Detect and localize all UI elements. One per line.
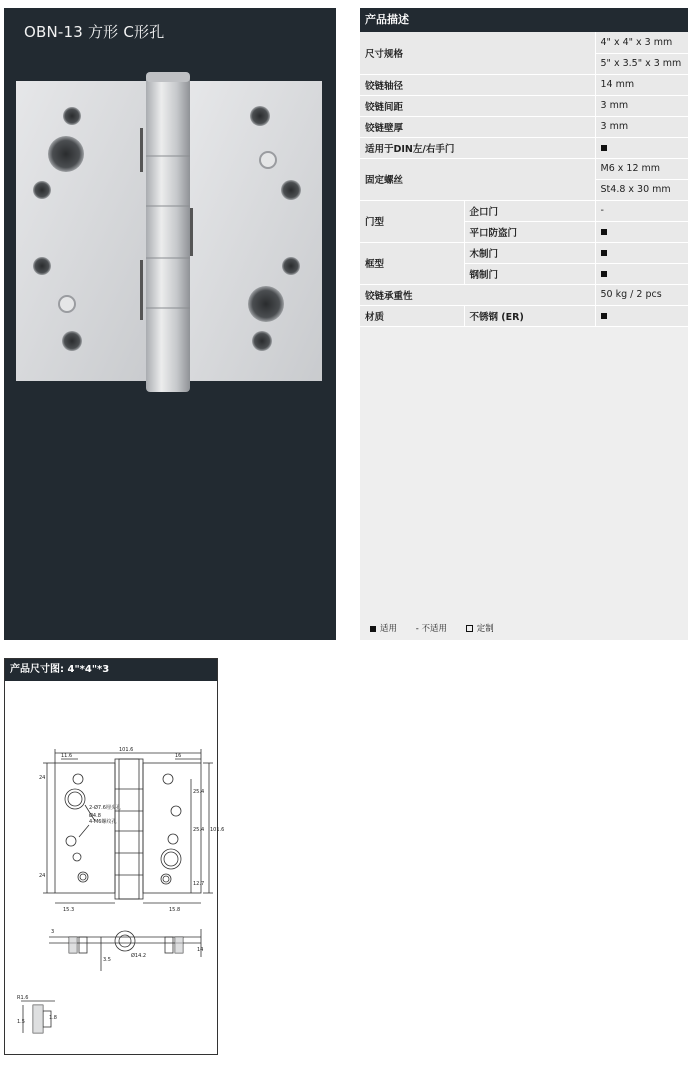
door-type-1-value: -: [595, 200, 688, 221]
table-row: [360, 116, 688, 137]
table-row: [360, 32, 688, 53]
door-label: 门型: [360, 200, 464, 242]
load-value: 50 kg / 2 pcs: [595, 284, 688, 305]
table-row: [360, 305, 688, 326]
door-type-2: 平口防盗门: [464, 221, 595, 242]
dim-d1: 24: [39, 775, 46, 781]
spec-table: [360, 32, 688, 327]
wall-label: 铰链壁厚: [360, 116, 595, 137]
applicable-square-icon: [370, 626, 376, 632]
dim-note3: 4-M6螺纹孔: [89, 819, 117, 825]
table-row: [360, 158, 688, 179]
dim-left-offset: 11.6: [61, 753, 73, 759]
door-type-1: 企口门: [464, 200, 595, 221]
dim-d3: 25.4: [193, 789, 205, 795]
dim-t1: 3: [51, 929, 55, 935]
spec-header: 产品描述: [360, 8, 688, 32]
frame-type-2-value: [595, 263, 688, 284]
material-label: 材质: [360, 305, 464, 326]
legend-custom: 定制: [476, 624, 494, 634]
wall-value: 3 mm: [595, 116, 688, 137]
applicable-mark-icon: [601, 145, 607, 151]
dim-t2: 3.5: [103, 957, 111, 963]
load-label: 铰链承重性: [360, 284, 595, 305]
frame-type-1-value: [595, 242, 688, 263]
dim-note1: 2-Ø7.6埋头孔: [89, 805, 121, 811]
dimension-drawing: [5, 681, 225, 1054]
table-row: [360, 137, 688, 158]
frame-label: 框型: [360, 242, 464, 284]
applicable-mark-icon: [601, 313, 607, 319]
legend-not-applicable: - 不适用: [415, 624, 447, 634]
dim-hole: Ø14.2: [131, 953, 147, 959]
size-value-1: 4" x 4" x 3 mm: [595, 32, 688, 53]
axis-value: 14 mm: [595, 74, 688, 95]
screw-value-1: M6 x 12 mm: [595, 158, 688, 179]
applicable-mark-icon: [601, 250, 607, 256]
dim-t6: 1.5: [17, 1019, 25, 1025]
material-value: 不锈钢 (ER): [464, 305, 595, 326]
material-mark: [595, 305, 688, 326]
dim-d6: 15.3: [63, 907, 75, 913]
gap-label: 铰链间距: [360, 95, 595, 116]
table-row: [360, 200, 688, 221]
product-image-panel: [4, 8, 336, 640]
dim-width: 101.6: [119, 747, 134, 753]
door-type-2-value: [595, 221, 688, 242]
din-label: 适用于DIN左/右手门: [360, 137, 595, 158]
dim-d5: 12.7: [193, 881, 205, 887]
custom-square-icon: [466, 625, 473, 632]
dim-d4: 25.4: [193, 827, 205, 833]
gap-value: 3 mm: [595, 95, 688, 116]
spec-panel: [360, 8, 688, 640]
screw-label: 固定螺丝: [360, 158, 595, 200]
dimension-panel: [4, 658, 225, 1055]
dim-height: 101.6: [210, 827, 225, 833]
frame-type-2: 钢制门: [464, 263, 595, 284]
applicable-mark-icon: [601, 229, 607, 235]
dim-note2: Ø4.8: [89, 813, 101, 819]
legend: [370, 622, 510, 634]
dimension-header: 产品尺寸图: 4"*4"*3: [5, 659, 217, 681]
table-row: [360, 242, 688, 263]
dim-t5: 1.8: [49, 1015, 57, 1021]
size-label: 尺寸规格: [360, 32, 595, 74]
screw-value-2: St4.8 x 30 mm: [595, 179, 688, 200]
table-row: [360, 95, 688, 116]
table-row: [360, 284, 688, 305]
size-value-2: 5" x 3.5" x 3 mm: [595, 53, 688, 74]
frame-type-1: 木制门: [464, 242, 595, 263]
dim-right-offset: 16: [175, 753, 182, 759]
dim-d7: 15.8: [169, 907, 181, 913]
dim-t4: R1.6: [17, 995, 29, 1001]
dim-d2: 24: [39, 873, 46, 879]
dim-t3: 14: [197, 947, 204, 953]
applicable-mark-icon: [601, 271, 607, 277]
din-value: [595, 137, 688, 158]
table-row: [360, 74, 688, 95]
product-title: OBN-13 方形 C形孔: [24, 23, 165, 41]
legend-applicable: 适用: [380, 624, 398, 634]
hinge-image: [4, 8, 336, 640]
axis-label: 铰链轴径: [360, 74, 595, 95]
